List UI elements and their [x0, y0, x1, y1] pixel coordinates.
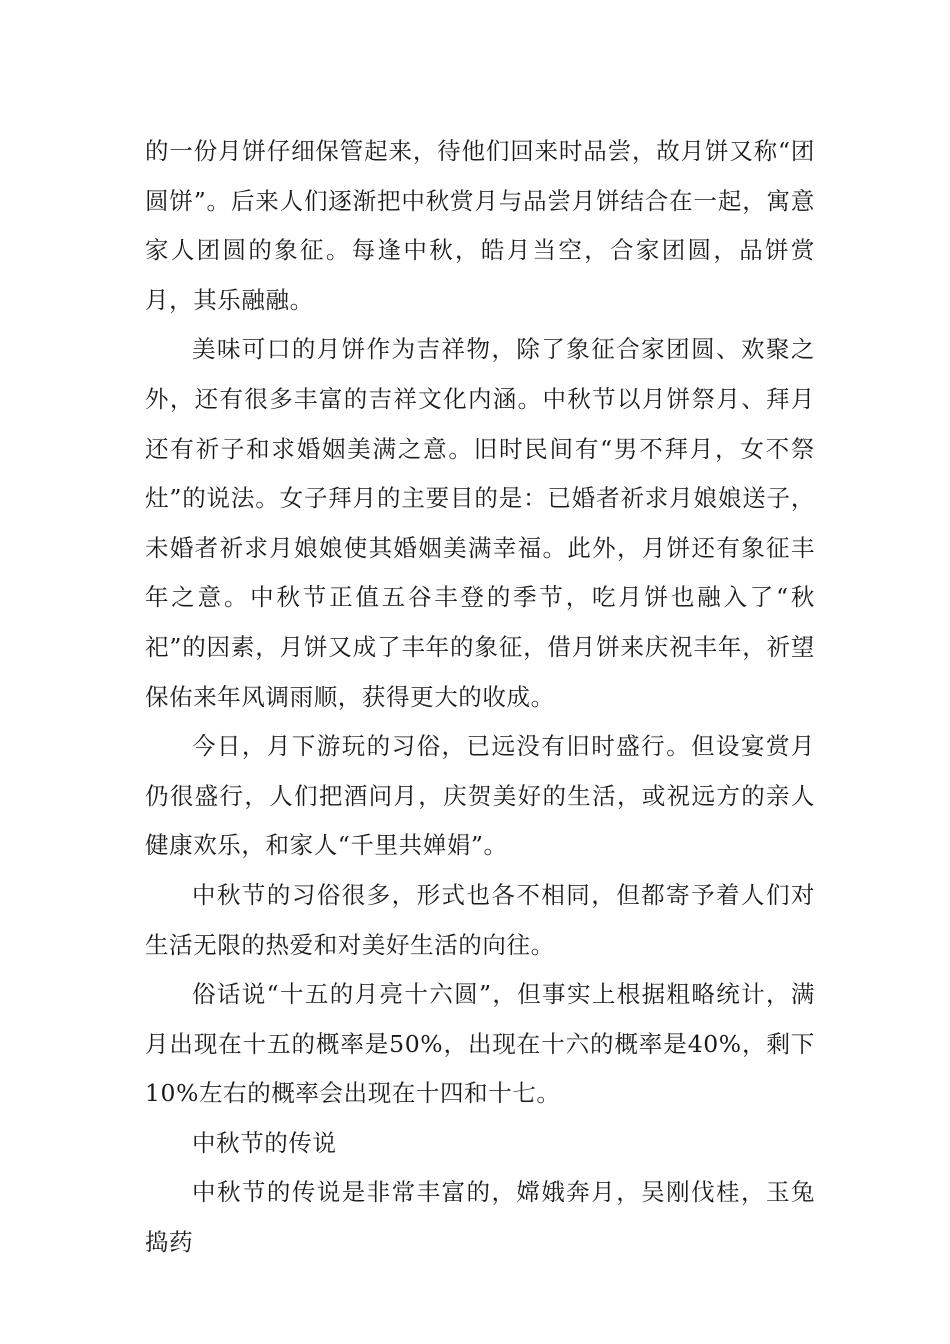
paragraph-full-moon: 俗话说“十五的月亮十六圆”，但事实上根据粗略统计，满月出现在十五的概率是50%，出现在十六的概率是40%，剩下10%左右的概率会出现在十四和十七。: [145, 980, 815, 1108]
paragraph-legends: 中秋节的传说是非常丰富的，嫦娥奔月，吴刚伐桂，玉兔捣药: [145, 1178, 815, 1257]
paragraph-mooncake-meaning: 美味可口的月饼作为吉祥物，除了象征合家团圆、欢聚之外，还有很多丰富的吉祥文化内涵。中秋节以月饼祭月、拜月还有祈子和求婚姻美满之意。旧时民间有“男不拜月，女不祭灶”的说法。女子拜月的主要目的是：已婚者祈求月娘娘送子，未婚者祈求月娘娘使其婚姻美满幸福。此外，月饼还有象征丰年之意。中秋节正值五谷丰登的季节，吃月饼也融入了“秋祀”的因素，月饼又成了丰年的象征，借月饼来庆祝丰年，祈望保佑来年风调雨顺，获得更大的收成。: [145, 335, 815, 711]
paragraph-continuation: 的一份月饼仔细保管起来，待他们回来时品尝，故月饼又称“团圆饼”。后来人们逐渐把中秋赏月与品尝月饼结合在一起，寓意家人团圆的象征。每逢中秋，皓月当空，合家团圆，品饼赏月，其乐融融。: [145, 137, 815, 314]
paragraph-moon-viewing: 今日，月下游玩的习俗，已远没有旧时盛行。但设宴赏月仍很盛行，人们把酒问月，庆贺美好的生活，或祝远方的亲人健康欢乐，和家人“千里共婵娟”。: [145, 732, 815, 860]
document-body: [145, 127, 815, 1268]
paragraph-customs: 中秋节的习俗很多，形式也各不相同，但都寄予着人们对生活无限的热爱和对美好生活的向往。: [145, 880, 815, 959]
section-heading: 中秋节的传说: [192, 1128, 337, 1157]
